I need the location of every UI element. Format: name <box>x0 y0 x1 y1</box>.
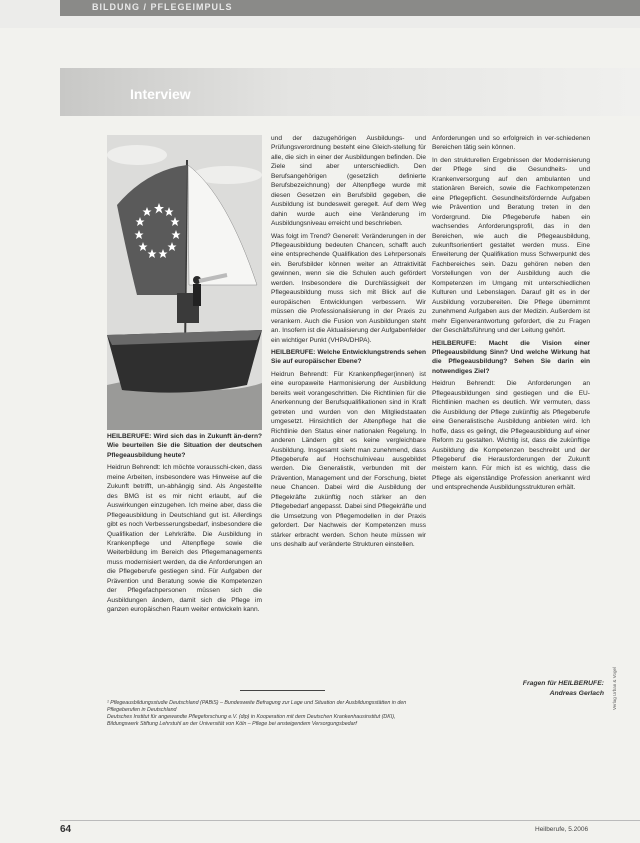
cloud <box>107 145 167 165</box>
issue-label: Heilberufe, 5.2006 <box>535 826 589 833</box>
question-2: HEILBERUFE: Welche Entwicklungstrends sehen Sie auf europäischer Ebene? <box>271 348 426 366</box>
footnote: Deutsches Institut für angewandte Pflegeforschung e.V. (dip) in Kooperation mit dem Deutschen Krankenhausinstitut (DKI), Bildungswerk Stiftung Lehrstuhl an der Universität von Köln – Pflege bei ansteigendem Versorgungsbedarf <box>107 714 396 727</box>
paragraph: In den strukturellen Ergebnissen der Modernisierung der Pflege sind die Gesundheits- und Krankenversorgung auf den ambulanten und stationären Bereich, sowie die Fachkompetenzen eine Pflegepflicht. Gesundheitsfördernde Aufgaben wie Prävention und Beratung treten in den Vordergrund. Die Pflegeberufe haben ein wachsendes Anforderungsprofil, das in den Bereichen, wie auch die Pflegeausbildung, zukunftsorientiert gestaltet werden muss. Eine Erweiterung der Qualifikation muss Schwerpunkt des Fachbereiches sein. Dazu gehören neben den Vorstellungen von der Ausbildung auch die Kompetenzen im Umgang mit unterschiedlichen Kulturen und Lebenslagen. Darauf gilt es in der Ausbildung vorzubereiten. Die Pflege übernimmt zunehmend Aufgaben aus der Medizin. Außerdem ist mehr Eigenverantwortung gefordert, die zu Fragen der Geschäftsführung und der Leitung gehört. <box>432 156 590 335</box>
question-1: HEILBERUFE: Wird sich das in Zukunft än-dern? Wie beurteilen Sie die Situation der deutschen Pflegeausbildung heute? <box>107 433 262 459</box>
footnote: ¹ Pflegeausbildungsstudie Deutschland (PABiS) – Bundesweite Befragung zur Lage und Situation der Ausbildungsstätten in den Pflegeberufen in Deutschland <box>107 700 407 713</box>
footer-rule <box>60 820 640 821</box>
page-number: 64 <box>60 824 72 835</box>
column-1 <box>107 432 262 618</box>
answer-3: Heidrun Behrendt: Die Anforderungen an Pflegeausbildungen sind gestiegen und die EU-Richtlinien machen es deutlich. Wir vermuten, dass die Ausbildung der Pflege zukünftig als Pflegeberufe eine Generalistische Ausbildung anbieten wird. Ich hoffe, dass es gelingt, die Pflegeausbildung auf einer Reform zu gestalten. Wichtig ist, dass die zukünftige Ausbildung die Kompetenzen beschreibt und der Pflegeberuf die Herausforderungen der Zukunft meistern kann. Für mich ist es wichtig, dass die Pflege als eigenständige Profession anerkannt wird und entsprechende Ausbildungsstrukturen erhält. <box>432 380 590 492</box>
ship-illustration <box>107 135 262 430</box>
column-2 <box>271 134 426 552</box>
figure-body <box>193 284 201 306</box>
interviewer-name: Andreas Gerlach <box>549 690 604 697</box>
footnotes <box>107 700 427 728</box>
paragraph: und der dazugehörigen Ausbildungs- und Prüfungsverordnung besteht eine Gleich-stellung für alle, die sich in einer der Ausbildungen befinden. Die Ziele sind aber unterschiedlich. Den Berufsangehörigen (gesetzlich definierte Berufsbezeichnung) der Altenpflege wurde mit diesen Gesetzen ein Berufsbild gegeben, die Ausbildung ist bundesweit geregelt. Auf dem Weg dahin wurde auch eine Veränderung im Ausbildungsniveau erreicht und beschrieben. <box>271 135 426 228</box>
answer-2: Heidrun Behrendt: Für Krankenpfleger(innen) ist eine europaweite Harmonisierung der Ausbildung bereits weit vorangeschritten. Die Richtlinien für die Anerkennung der Berufsqualifikationen sind in Kraft getreten und wurden von den Mitgliedstaaten umgesetzt. Hinsichtlich der Altenpflege hat die Richtlinie den Status einer nationalen Regelung. In anderen Ländern gibt es keine vergleichbare Ausbildung. Insgesamt sieht man zunehmend, dass Pflegeberufe auf Hochschulniveau ausgebildet werden. Die Generalistik, verbunden mit der Prävention, Management und der Forschung, bietet neue Chancen. Dabei wird die Ausbildung der Pflegekräfte zukünftig noch stärker an den Pflegebedarf angepasst. Dabei sind Pflegekräfte und die Umsetzung von Pflegemodellen in der Praxis gefordert. Der Nachweis der Kompetenzen muss stärker erbracht werden. Schon heute müssen wir uns deshalb auf veränderte Strukturen einstellen. <box>271 370 426 549</box>
paragraph: Anforderungen und so erfolgreich in ver-schiedenen Bereichen tätig sein können. <box>432 135 590 152</box>
side-note: Verlag Urban & Vogel <box>612 666 617 710</box>
question-3: HEILBERUFE: Macht die Vision einer Pflegeausbildung Sinn? Und welche Wirkung hat die Pflegeausbildung? Sehen Sie darin ein notwendiges Ziel? <box>432 339 590 375</box>
paragraph: Was folgt im Trend? Generell: Veränderungen in der Pflegeausbildung bedeuten Chancen, schafft auch eine entsprechende Qualifikation des Lehrpersonals ein. Berufsbilder können weiter an Attraktivität gewinnen, wenn sie die Schulen auch gefördert werden. Insbesondere die Durchlässigkeit der Pflegeausbildung muss sich mit Blick auf die europäischen Entwicklungen verbessern. Wir müssen die Professionalisierung in der Praxis zu verankern. Auch die Fusion von Ausbildungen steht an. Insofern ist die Aktualisierung der Aufgabenfelder ein wichtiger Punkt (VHPA/DHPA). <box>271 232 426 344</box>
interviewer-credit: Fragen für HEILBERUFE: <box>522 680 604 687</box>
column-3 <box>432 134 590 496</box>
banner-title: Interview <box>130 86 191 102</box>
answer-1: Heidrun Behrendt: Ich möchte vorausschi-cken, dass meine Arbeiten, insbesondere was Hinweise auf die Zukunft betrifft, un-abhängig sind. Als Angestellte des BMG ist es mir nicht erlaubt, auf die Auswirkungen einzugehen. Ich meine aber, dass die Pflegeausbildung in Deutschland gut ist. Allerdings gibt es noch Verbesserungsbedarf, insbesondere die Qualifikation der Lehrkräfte. Die Ausbildung in Krankenpflege und Altenpflege sowie die Weiterbildung im Bereich des Pflegemanagements muss modernisiert werden, da die Anforderungen an die Pflegeberufe gestiegen sind. Für Aufgaben der Prävention und Beratung sowie die Kompetenzen der Pflegefachpersonen müssen sich die Ausbildungen ändern, damit sich die Pflege im ganzen europäischen Raum weiter entwickeln kann. <box>107 464 262 614</box>
footnote-rule <box>240 690 325 691</box>
section-label: BILDUNG / PFLEGEIMPULS <box>92 2 233 12</box>
